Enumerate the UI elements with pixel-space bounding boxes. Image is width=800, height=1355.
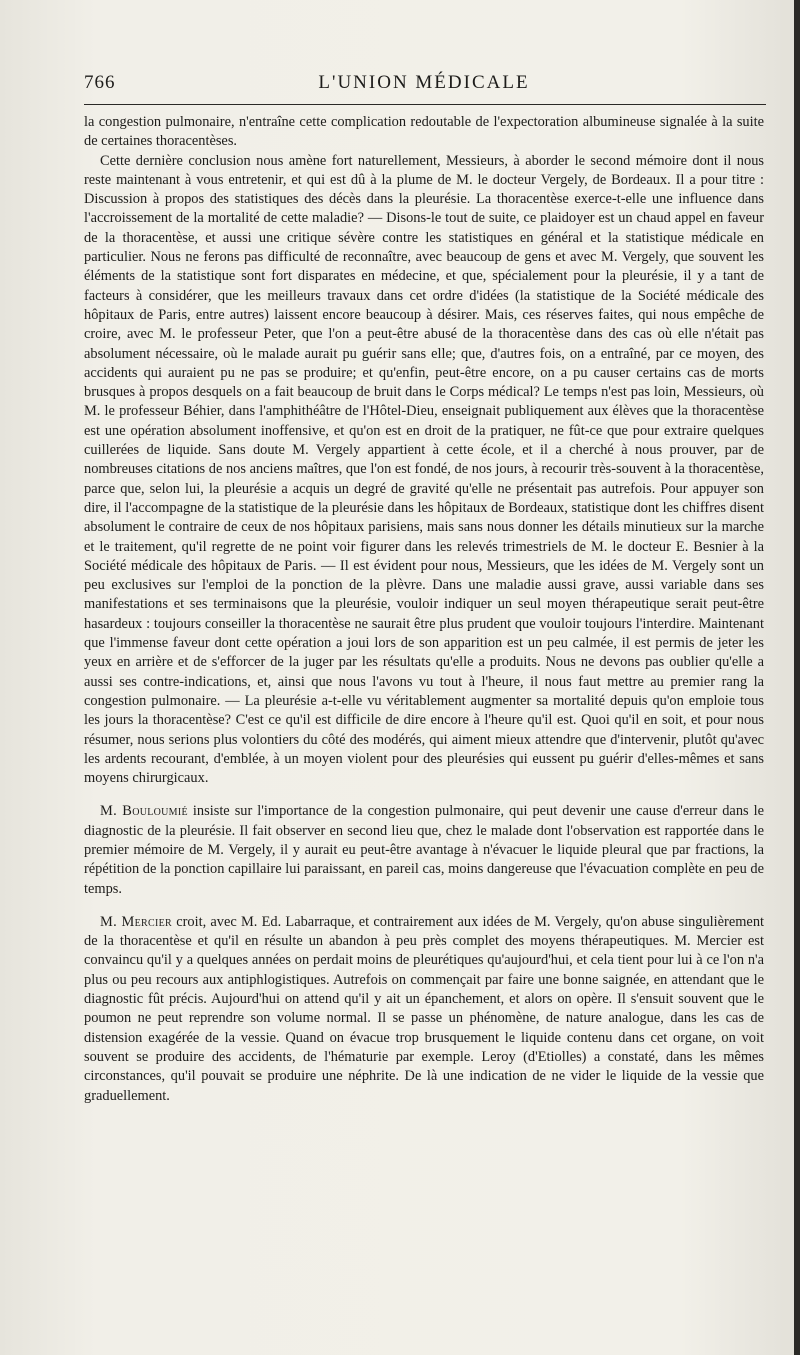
speaker-name: M. Mercier (100, 913, 172, 930)
paragraph-text: la congestion pulmonaire, n'entraîne cette complication redoutable de l'expectoration albumineuse signalée à la suite de certaines thoracentèses. (84, 114, 764, 150)
speaker-name: M. Bouloumié (100, 803, 188, 820)
paragraph (84, 113, 764, 152)
journal-title: L'UNION MÉDICALE (318, 72, 530, 93)
paragraph (84, 913, 764, 1106)
paragraph-text: croit, avec M. Ed. Labarraque, et contrairement aux idées de M. Vergely, qu'on abuse singulièrement de la thoracentèse et qu'il en résulte un abandon à peu près complet des moyens thérapeutiques. M. Mercier est convaincu qu'il y a quelques années on perdait moins de pleurétiques qu'aujourd'hui, et cela tient pour lui à ce l'on n'a plus ou peu recours aux antiphlogistiques. Autrefois on commençait par faire une bonne saignée, en attendant que le diagnostic fût précis. Aujourd'hui on attend qu'il y ait un épanchement, et alors on opère. Il s'ensuit souvent que le poumon ne peut reprendre son volume normal. Il se passe un phénomène, de nature analogue, dans les cas de distension exagérée de la vessie. Quand on évacue trop brusquement le liquide contenu dans cet organe, on voit souvent se produire des accidents, de l'hématurie par exemple. Leroy (d'Etiolles) a constaté, dans les mêmes circonstances, qu'il pouvait se produire une néphrite. De là une indication de ne vider le liquide de la vessie que graduellement. (84, 913, 765, 1104)
paragraph-text: Cette dernière conclusion nous amène fort naturellement, Messieurs, à aborder le second mémoire dont il nous reste maintenant à vous entretenir, et qui est dû à la plume de M. le docteur Vergely, de Bordeaux. Il a pour titre : Discussion à propos des statistiques des décès dans la pleurésie. La thoracentèse exerce-t-elle une influence dans l'accroissement de la mortalité de cette maladie? — Disons-le tout de suite, ce plaidoyer est un chaud appel en faveur de la thoracentèse, et aussi une critique sévère contre les statistiques en général et la statistique médicale en particulier. Nous ne ferons pas difficulté de reconnaître, avec beaucoup de gens et avec M. Vergely, que souvent les éléments de la statistique sont fort disparates en médecine, et que, spécialement pour la pleurésie, il y a tant de facteurs à considérer, que les meilleurs travaux dans cet ordre d'idées (la statistique de la Société médicale des hôpitaux de Paris, entre autres) laissent encore beaucoup à désirer. Mais, ces réserves faites, qui nous empêche de croire, avec M. le professeur Peter, que l'on a peut-être abusé de la thoracentèse dans des cas où elle n'était pas absolument nécessaire, où le malade aurait pu guérir sans elle; que, d'autres fois, on a entraîné, par ce moyen, des accidents qui auraient pu ne pas se produire; et qu'enfin, peut-être encore, on a pu causer certains cas de morts brusques à propos desquels on a fait beaucoup de bruit dans le Corps médical? Le temps n'est pas loin, Messieurs, où M. le professeur Béhier, dans l'amphithéâtre de l'Hôtel-Dieu, enseignait publiquement aux élèves que la thoracentèse est une opération absolument inoffensive, et qu'on est en droit de la pratiquer, ne fût-ce que pour extraire quelques cuillerées de liquide. Sans doute M. Vergely appartient à cette école, et il a cherché à nous prouver, par de nombreuses citations de nos anciens maîtres, que l'on est fondé, de nos jours, à recourir très-souvent à la thoracentèse, parce que, selon lui, la pleurésie a acquis un degré de gravité qu'elle ne présentait pas autrefois. Pour appuyer son dire, il l'accompagne de la statistique de la pleurésie dans les hôpitaux de Bordeaux, statistique dont les chiffres disent absolument le contraire de ceux de nos hôpitaux parisiens, mais sans nous donner les détails minutieux sur la marche et le traitement, qu'il regrette de ne point voir figurer dans les relevés trimestriels de M. le docteur E. Besnier à la Société médicale des hôpitaux de Paris. — Il est évident pour nous, Messieurs, que les idées de M. Vergely sont un peu exclusives sur l'emploi de la ponction de la plèvre. Dans une maladie aussi grave, aussi variable dans ses manifestations et ses terminaisons que la pleurésie, vouloir indiquer un seul moyen thérapeutique serait peut-être hasardeux : toujours conseiller la thoracentèse ne saurait être plus prudent que vouloir toujours l'interdire. Maintenant que l'immense faveur dont cette opération a joui lors de son apparition est un peu calmée, il est permis de jeter les yeux en arrière et de s'efforcer de la juger par les résultats qu'elle a produits. Nous ne devons pas oublier qu'elle a aussi ses contre-indications, et, ainsi que nous l'avons vu tout à l'heure, il nous faut mettre au premier rang la congestion pulmonaire. — La pleurésie a-t-elle vu véritablement augmenter sa mortalité depuis qu'on emploie tous les jours la thoracentèse? C'est ce qu'il est difficile de dire encore à l'heure qu'il est. Quoi qu'il en soit, et pour nous résumer, nous serions plus volontiers du côté des modérés, qui aiment mieux attendre que d'intervenir, plutôt qu'avec les ardents recourant, d'emblée, à un moyen violent pour des pleurésies qui eussent pu guérir d'elles-mêmes et sans moyens chirurgicaux. (84, 152, 764, 787)
running-header (84, 72, 764, 98)
article-body (84, 113, 764, 1106)
page-edge-shadow (794, 0, 800, 1355)
page-number: 766 (84, 72, 116, 93)
paragraph-text: insiste sur l'importance de la congestion pulmonaire, qui peut devenir une cause d'erreur dans le diagnostic de la pleurésie. Il fait observer en second lieu que, chez le malade dont l'observation est rapportée dans le premier mémoire de M. Vergely, il y aurait eu peut-être avantage à n'évacuer le liquide pleural que par fractions, la répétition de la ponction capillaire lui paraissant, en pareil cas, moins dangereuse que l'évacuation complète en peu de temps. (84, 803, 764, 897)
paragraph (84, 802, 764, 898)
paragraph (84, 152, 764, 789)
header-rule (84, 104, 766, 105)
